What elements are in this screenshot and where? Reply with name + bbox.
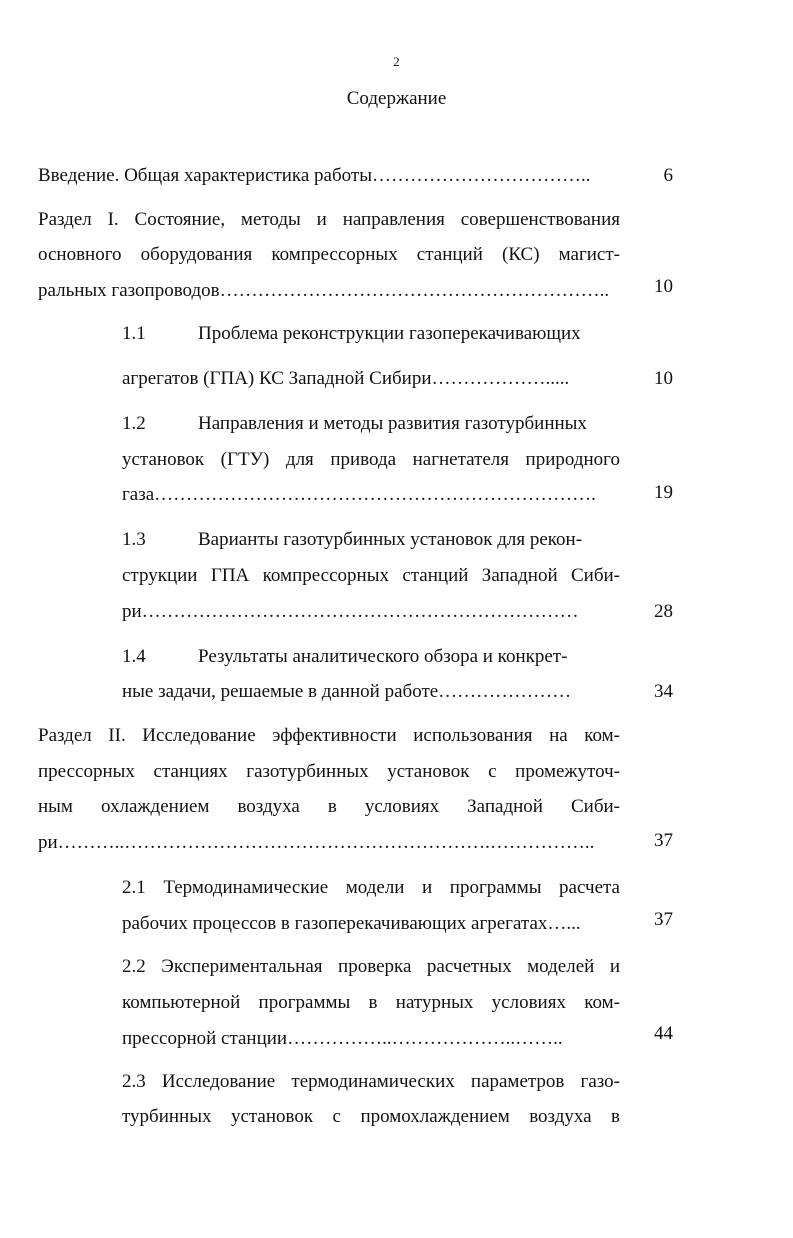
toc-entry-number: 1.2 bbox=[122, 413, 146, 434]
toc-entry-text: Проблема реконструкции газоперекачивающих bbox=[198, 323, 581, 344]
toc-entry-page: 44 bbox=[654, 1023, 673, 1044]
toc-entry-text: рабочих процессов в газоперекачивающих агрегатах…... bbox=[122, 913, 581, 934]
toc-entry-text: Направления и методы развития газотурбинных bbox=[198, 413, 587, 434]
page-number: 2 bbox=[393, 54, 400, 69]
toc-entry-page: 28 bbox=[654, 601, 673, 622]
toc-entry-text: ным охлаждением воздуха в условиях Западной Сиби- bbox=[38, 796, 620, 817]
toc-entry-text: 2.1 Термодинамические модели и программы расчета bbox=[122, 877, 620, 898]
toc-entry-text: установок (ГТУ) для привода нагнетателя природного bbox=[122, 449, 620, 470]
toc-entry-page: 10 bbox=[654, 368, 673, 389]
toc-entry-text: агрегатов (ГПА) КС Западной Сибири………………..... bbox=[122, 368, 570, 389]
toc-entry-text: ные задачи, решаемые в данной работе………………… bbox=[122, 681, 572, 702]
toc-entry-text: газа……………………………………………………………. bbox=[122, 484, 596, 505]
toc-entry-page: 10 bbox=[654, 276, 673, 297]
toc-entry-page: 37 bbox=[654, 830, 673, 851]
toc-entry-page: 19 bbox=[654, 482, 673, 503]
toc-entry-text: основного оборудования компрессорных станций (КС) магист- bbox=[38, 244, 620, 265]
toc-entry-text: Варианты газотурбинных установок для рекон- bbox=[198, 529, 583, 550]
toc-entry-text: Раздел I. Состояние, методы и направления совершенствования bbox=[38, 209, 620, 230]
toc-entry-number: 1.4 bbox=[122, 646, 146, 667]
toc-entry-text: турбинных установок с промохлаждением воздуха в bbox=[122, 1106, 620, 1127]
toc-entry-text: прессорной станции……………..………………..…….. bbox=[122, 1028, 563, 1049]
toc-entry-page: 6 bbox=[663, 165, 673, 186]
toc-entry-text: Раздел II. Исследование эффективности использования на ком- bbox=[38, 725, 620, 746]
toc-entry-text: 2.3 Исследование термодинамических параметров газо- bbox=[122, 1071, 620, 1092]
toc-entry-text: Результаты аналитического обзора и конкрет- bbox=[198, 646, 568, 667]
toc-entry-page: 34 bbox=[654, 681, 673, 702]
toc-entry-number: 1.3 bbox=[122, 529, 146, 550]
toc-entry-text: прессорных станциях газотурбинных установок с промежуточ- bbox=[38, 761, 620, 782]
toc-entry-text: Введение. Общая характеристика работы…………………………….. bbox=[38, 165, 591, 186]
toc-entry-text: ри…………………………………………………………… bbox=[122, 601, 579, 622]
page-title: Содержание bbox=[346, 88, 447, 109]
toc-entry-text: ральных газопроводов…………………………………………………….. bbox=[38, 280, 610, 301]
toc-entry-page: 37 bbox=[654, 909, 673, 930]
toc-entry-text: струкции ГПА компрессорных станций Западной Сиби- bbox=[122, 565, 620, 586]
toc-entry-text: компьютерной программы в натурных условиях ком- bbox=[122, 992, 620, 1013]
toc-entry-number: 1.1 bbox=[122, 323, 146, 344]
toc-entry-text: 2.2 Экспериментальная проверка расчетных моделей и bbox=[122, 956, 620, 977]
toc-entry-text: ри………..………………………………………………….…………….. bbox=[38, 832, 595, 853]
